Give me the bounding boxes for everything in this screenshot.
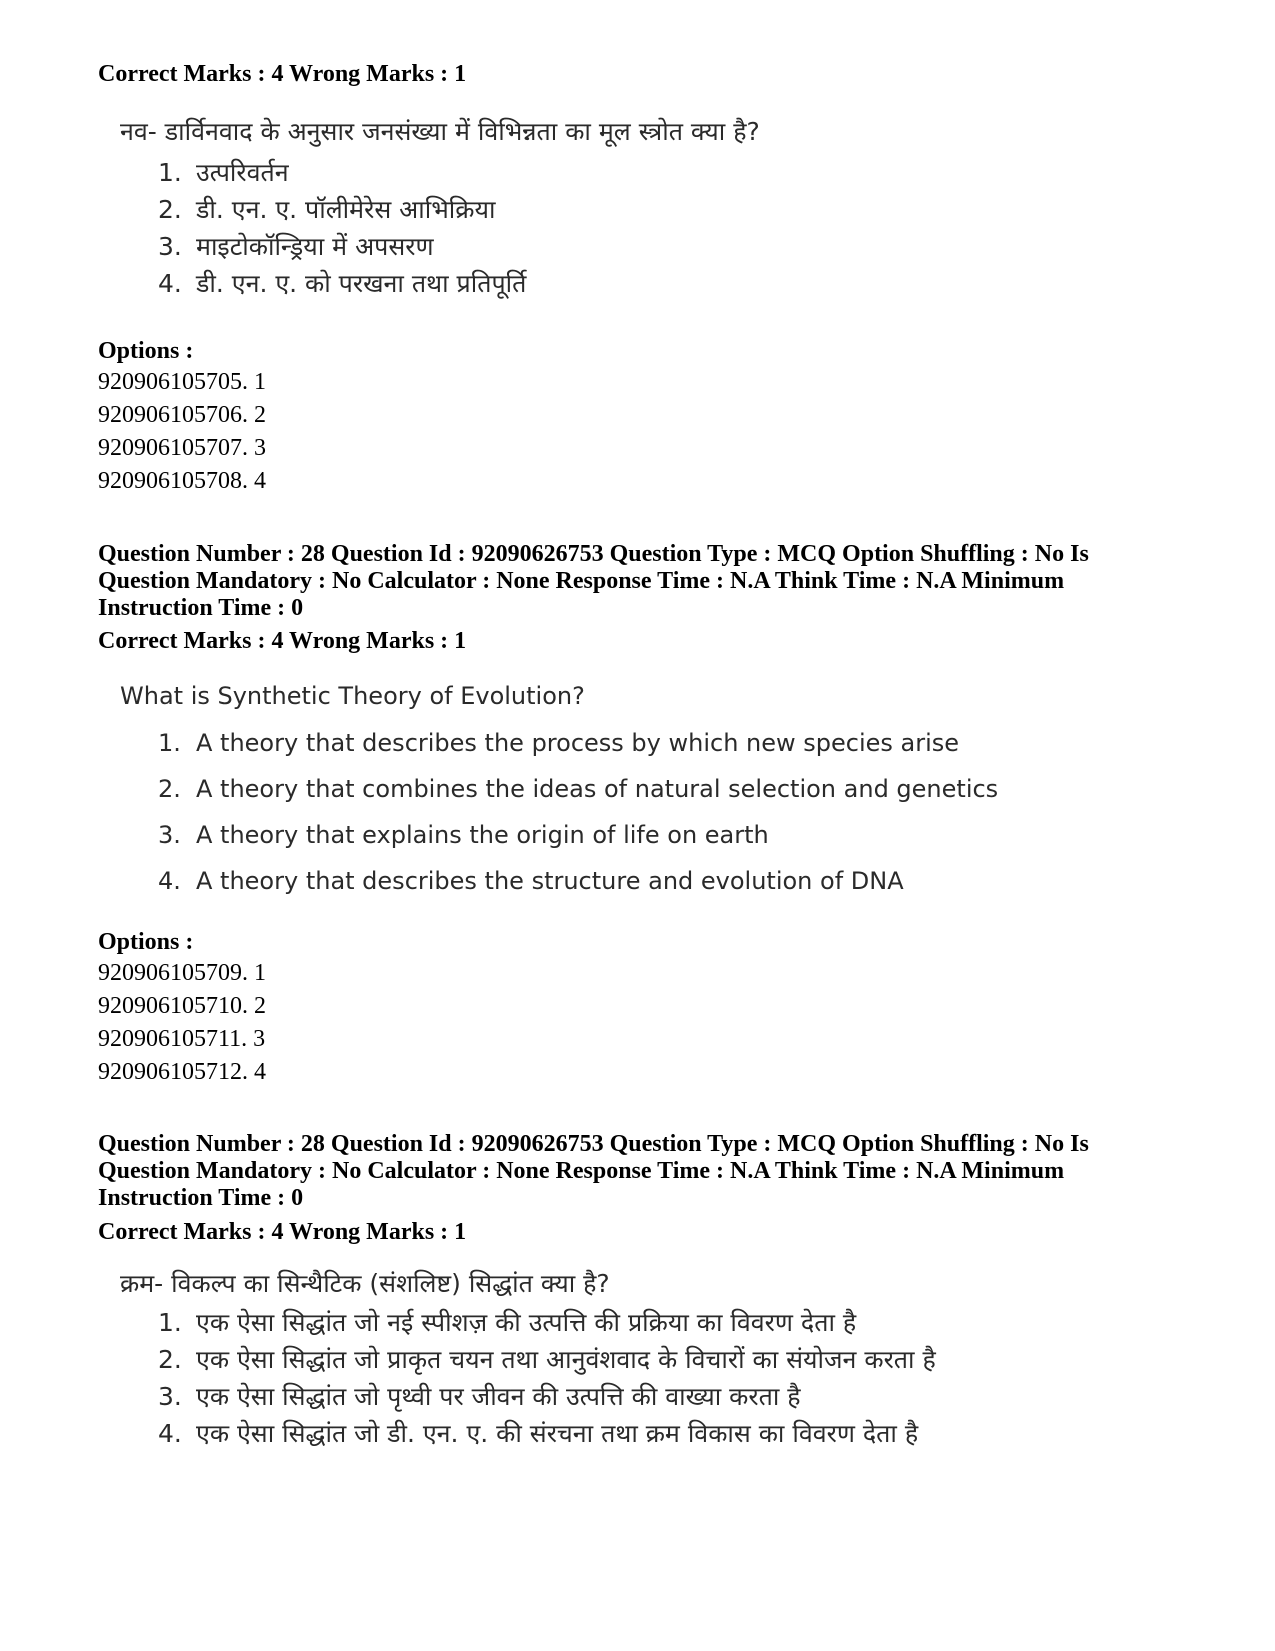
question-choices (120, 154, 760, 302)
choice-number: 3. (158, 232, 182, 261)
question-choice (120, 1341, 936, 1378)
choice-text: A theory that describes the process by which new species arise (196, 729, 960, 757)
question-stem: क्रम- विकल्प का सिन्थैटिक (संशलिष्ट) सिद्धांत क्या है? (120, 1269, 610, 1298)
choice-text: उत्परिवर्तन (196, 158, 289, 187)
question-choice (120, 1415, 936, 1452)
choice-number: 3. (158, 821, 181, 849)
choice-number: 3. (158, 1382, 182, 1411)
marks-line: Correct Marks : 4 Wrong Marks : 1 (98, 61, 467, 87)
choice-text: A theory that combines the ideas of natural selection and genetics (196, 775, 999, 803)
choice-number: 4. (158, 269, 182, 298)
choice-text: एक ऐसा सिद्धांत जो पृथ्वी पर जीवन की उत्पत्ति की वाख्या करता है (196, 1382, 801, 1411)
question-choice (120, 766, 998, 812)
question-choice (120, 191, 760, 228)
question-header: Question Number : 28 Question Id : 92090626753 Question Type : MCQ Option Shuffling : No Is Question Mandatory : No Calculator : None Response Time : N.A Think Time : N.A Minimum Instruction Time : 0 (98, 541, 1089, 621)
choice-number: 1. (158, 158, 182, 187)
option-item: 920906105706. 2 (98, 402, 266, 428)
question-choice (120, 720, 998, 766)
choice-text: A theory that describes the structure and evolution of DNA (196, 867, 904, 895)
choice-text: डी. एन. ए. पॉलीमेरेस आभिक्रिया (196, 195, 496, 224)
options-label: Options : (98, 338, 194, 364)
option-item: 920906105708. 4 (98, 468, 266, 494)
question-choice (120, 1304, 936, 1341)
choice-number: 2. (158, 775, 181, 803)
marks-line: Correct Marks : 4 Wrong Marks : 1 (98, 1219, 467, 1245)
question-choice (120, 228, 760, 265)
question-choice (120, 812, 998, 858)
option-item: 920906105705. 1 (98, 369, 266, 395)
question-header: Question Number : 28 Question Id : 92090626753 Question Type : MCQ Option Shuffling : No Is Question Mandatory : No Calculator : None Response Time : N.A Think Time : N.A Minimum Instruction Time : 0 (98, 1131, 1089, 1211)
question-choice (120, 858, 998, 904)
option-item: 920906105709. 1 (98, 960, 266, 986)
choice-number: 2. (158, 195, 182, 224)
choice-text: माइटोकॉन्ड्रिया में अपसरण (196, 232, 434, 261)
choice-text: एक ऐसा सिद्धांत जो डी. एन. ए. की संरचना तथा क्रम विकास का विवरण देता है (196, 1419, 919, 1448)
options-label: Options : (98, 929, 194, 955)
question-choice (120, 265, 760, 302)
choice-number: 1. (158, 729, 181, 757)
choice-text: एक ऐसा सिद्धांत जो प्राकृत चयन तथा आनुवंशवाद के विचारों का संयोजन करता है (196, 1345, 936, 1374)
option-item: 920906105712. 4 (98, 1059, 266, 1085)
question-choices (120, 720, 998, 904)
choice-number: 1. (158, 1308, 182, 1337)
question-stem: What is Synthetic Theory of Evolution? (120, 682, 585, 710)
choice-number: 4. (158, 867, 181, 895)
choice-text: एक ऐसा सिद्धांत जो नई स्पीशज़ की उत्पत्ति की प्रक्रिया का विवरण देता है (196, 1308, 857, 1337)
marks-line: Correct Marks : 4 Wrong Marks : 1 (98, 628, 467, 654)
question-image (120, 114, 760, 302)
choice-text: A theory that explains the origin of life on earth (196, 821, 769, 849)
option-item: 920906105710. 2 (98, 993, 266, 1019)
option-item: 920906105711. 3 (98, 1026, 266, 1052)
question-choice (120, 1378, 936, 1415)
choice-number: 2. (158, 1345, 182, 1374)
question-image (120, 1266, 936, 1452)
choice-text: डी. एन. ए. को परखना तथा प्रतिपूर्ति (196, 269, 527, 298)
choice-number: 4. (158, 1419, 182, 1448)
option-item: 920906105707. 3 (98, 435, 266, 461)
question-choice (120, 154, 760, 191)
question-choices (120, 1304, 936, 1452)
question-image (120, 682, 998, 904)
question-stem: नव- डार्विनवाद के अनुसार जनसंख्या में विभिन्नता का मूल स्त्रोत क्या है? (120, 117, 760, 146)
